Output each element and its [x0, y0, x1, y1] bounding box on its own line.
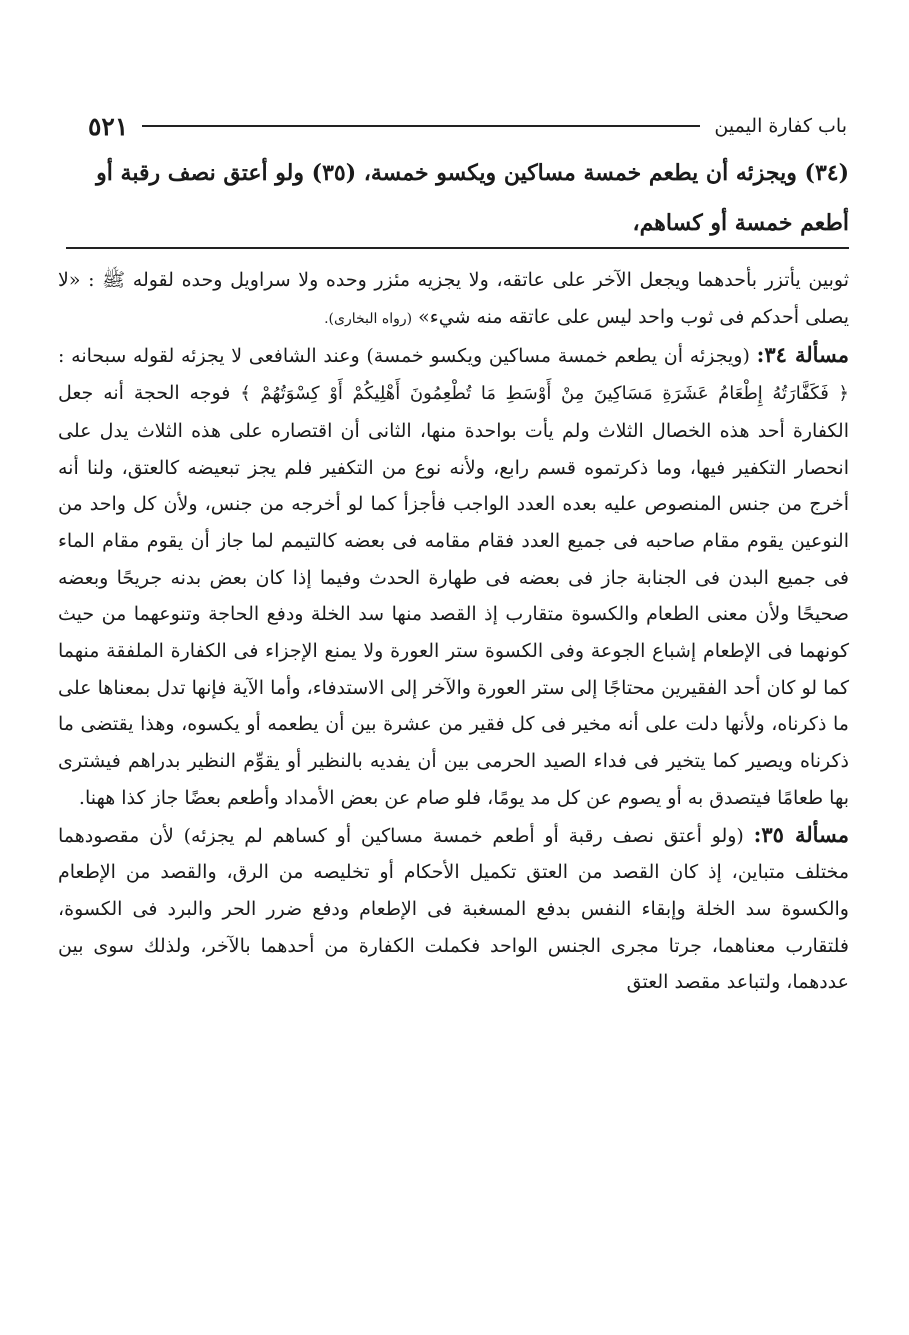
commentary-paragraph-intro [58, 262, 849, 337]
section-divider [66, 247, 849, 249]
issue-34-discussion: فوجه الحجة أنه جعل الكفارة أحد هذه الخصال الثلاث ولم يأت بواحدة منها، الثانى أن اقتصاره على هذه الثلاث يدل على انحصار التكفير فيها، وما ذكرتموه قسم رابع، ولأنه نوع من التكفير فلم يجز تبعيضه كالعتق، ولنا أنه أخرج من جنس المنصوص عليه بعده العدد الواجب فأجزأ كما لو أخرجه من جنس، ولأن كل واحد من النوعين يقوم مقام صاحبه فى جميع العدد فقام مقامه فى بعضه كالتيمم لما جاز أن يقوم مقام الماء فى جميع البدن فى الجنابة جاز فى بعضه فى طهارة الحدث وفيما إذا كان بعض بدنه جريحًا وبعضه صحيحًا ولأن معنى الطعام والكسوة متقارب إذ القصد منها سد الخلة ودفع الحاجة وتنوعهما من حيث كونهما فى الإطعام إشباع الجوعة وفى الكسوة ستر العورة ولا يمنع الإجزاء فى الكفارة الملفقة منهما كما لو كان أحد الفقيرين محتاجًا إلى ستر العورة والآخر إلى الاستدفاء، وأما الآية فإنها تدل بمعناها على ما ذكرناه، ولأنها دلت على أنه مخير فى كل فقير من عشرة بين أن يطعمه أو يكسوه، وهذا يقتضى ما ذكرناه ويصير كما يتخير فى فداء الصيد الحرمى بين أن يفديه بالنظير أو يقوِّم النظير بدراهم فيشترى بها طعامًا فيتصدق به أو يصوم عن كل مد يومًا، فلو صام عن بعض الأمداد وأطعم بعضًا جاز كذا ههنا. [58, 382, 849, 809]
quran-verse: ﴿ فَكَفَّارَتُهُ إِطْعَامُ عَشَرَةِ مَسَاكِينَ مِنْ أَوْسَطِ مَا تُطْعِمُونَ أَهْلِيكُمْ أَوْ كِسْوَتُهُمْ ﴾ [240, 383, 849, 405]
main-text [60, 148, 849, 248]
commentary [58, 262, 849, 1001]
main-text-line-1: (٣٤) ويجزئه أن يطعم خمسة مساكين ويكسو خمسة، (٣٥) ولو أعتق نصف رقبة أو [96, 160, 849, 186]
issue-35-heading: مسألة ٣٥: [753, 821, 849, 847]
issue-34-heading: مسألة ٣٤: [756, 342, 849, 368]
issue-34-paragraph [58, 337, 849, 816]
hadith-reference: (رواه البخارى). [324, 310, 413, 327]
issue-35-paragraph [58, 817, 849, 1002]
header-rule [142, 125, 700, 127]
running-header [88, 108, 847, 144]
intro-text: ثوبين يأتزر بأحدهما ويجعل الآخر على عاتقه، ولا يجزيه مئزر وحده ولا سراويل وحده لقوله ﷺ : «لا يصلى أحدكم فى ثوب واحد ليس على عاتقه منه شيء» [58, 269, 849, 328]
issue-34-intro: (ويجزئه أن يطعم خمسة مساكين ويكسو خمسة) وعند الشافعى لا يجزئه لقوله سبحانه : [58, 345, 750, 368]
chapter-title: باب كفارة اليمين [714, 115, 847, 137]
main-text-line-2: أطعم خمسة أو كساهم، [632, 210, 849, 236]
page-number: ٥٢١ [88, 111, 129, 141]
issue-35-text: (ولو أعتق نصف رقبة أو أطعم خمسة مساكين أو كساهم لم يجزئه) لأن مقصودهما مختلف متباين، إذ كان القصد من العتق تكميل الأحكام أو تخليصه من الرق، والقصد من الإطعام والكسوة سد الخلة وإبقاء النفس بدفع المسغبة فى الإطعام ودفع ضرر الحر والبرد فى الكسوة، فلتقارب معناهما، جرتا مجرى الجنس الواحد فكملت الكفارة من أحدهما بالآخر، ولذلك سوى بين عددهما، ولتباعد مقصد العتق [58, 824, 849, 994]
